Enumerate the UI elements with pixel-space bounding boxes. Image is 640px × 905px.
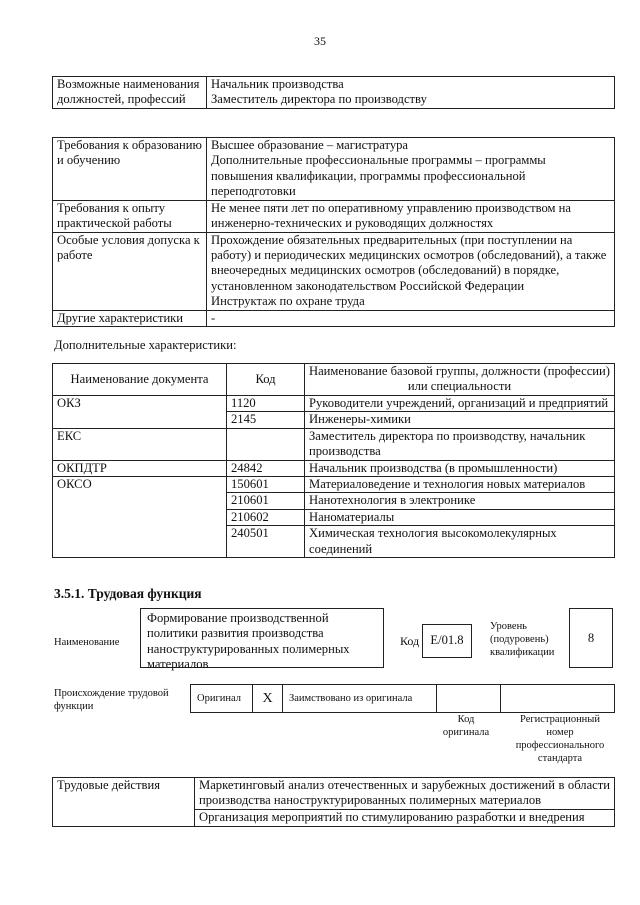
job-titles-label: Возможные наименования должностей, профессий: [53, 77, 207, 109]
table-row: [53, 396, 615, 412]
origin-code-cell: [437, 685, 501, 713]
requirement-label: Требования к опыту практической работы: [53, 200, 207, 232]
requirement-value: Не менее пяти лет по оперативному управлению производством на инженерно-технических и руководящих должностях: [207, 200, 615, 232]
name-cell: Химическая технология высокомолекулярных соединений: [305, 526, 615, 558]
name-cell: Инженеры-химики: [305, 412, 615, 428]
requirement-value: [207, 232, 615, 310]
requirement-line: Дополнительные профессиональные программы – программы повышения квалификации, программы профессиональной переподготовки: [211, 153, 546, 199]
labor-actions-label: Трудовые действия: [53, 778, 195, 827]
table-row: [53, 310, 615, 326]
table-row: [53, 138, 615, 201]
table-header-row: [53, 364, 615, 396]
function-name-box: Формирование производственной политики развития производства наноструктурированных полимерных материалов: [140, 608, 384, 668]
code-cell: 150601: [227, 477, 305, 493]
name-cell: Наноматериалы: [305, 509, 615, 525]
additional-table: [52, 363, 615, 558]
requirement-line: Инструктаж по охране труда: [211, 294, 365, 309]
table-row: [53, 460, 615, 476]
header-code: Код: [227, 364, 305, 396]
job-titles-values: [207, 77, 615, 109]
registration-number-cell: [501, 685, 615, 713]
name-cell: Нанотехнология в электронике: [305, 493, 615, 509]
labor-actions-table: [52, 777, 615, 827]
header-document: Наименование документа: [53, 364, 227, 396]
table-row: [53, 477, 615, 493]
requirement-line: Высшее образование – магистратура: [211, 138, 409, 152]
section-title: 3.5.1. Трудовая функция: [54, 586, 202, 601]
registration-caption: Регистрационный номер профессионального стандарта: [515, 714, 605, 764]
code-cell: 24842: [227, 460, 305, 476]
code-cell: 240501: [227, 526, 305, 558]
name-cell: Заместитель директора по производству, начальник производства: [305, 428, 615, 460]
labor-action: Маркетинговый анализ отечественных и зарубежных достижений в области производства наноструктурированных полимерных материалов: [195, 778, 615, 810]
origin-label: Происхождение трудовой функции: [54, 688, 169, 712]
code-cell: 210601: [227, 493, 305, 509]
original-mark: X: [253, 685, 283, 713]
level-label: Уровень (подуровень) квалификации: [490, 621, 555, 658]
origin-code-caption: Код оригинала: [442, 714, 490, 738]
doc-cell: ОКЗ: [53, 396, 227, 429]
table-row: [53, 200, 615, 232]
requirement-value: [207, 138, 615, 201]
code-cell: [227, 428, 305, 460]
code-cell: 2145: [227, 412, 305, 428]
name-cell: Руководители учреждений, организаций и предприятий: [305, 396, 615, 412]
header-group: Наименование базовой группы, должности (профессии) или специальности: [305, 364, 615, 396]
function-name-label: Наименование: [54, 637, 120, 648]
doc-cell: ЕКС: [53, 428, 227, 460]
page-number: 35: [314, 34, 326, 48]
function-code-box: E/01.8: [422, 624, 472, 658]
origin-table: [190, 684, 615, 713]
function-code-label: Код: [400, 634, 420, 648]
job-titles-table: [52, 76, 615, 109]
table-row: [53, 77, 615, 109]
requirement-value: -: [207, 310, 615, 326]
requirement-label: Другие характеристики: [53, 310, 207, 326]
original-label: Оригинал: [191, 685, 253, 713]
code-cell: 1120: [227, 396, 305, 412]
doc-cell: ОКСО: [53, 477, 227, 558]
code-cell: 210602: [227, 509, 305, 525]
requirement-label: Особые условия допуска к работе: [53, 232, 207, 310]
doc-cell: ОКПДТР: [53, 460, 227, 476]
labor-action: Организация мероприятий по стимулированию разработки и внедрения: [195, 809, 615, 826]
requirement-line: Прохождение обязательных предварительных (при поступлении на работу) и периодических медицинских осмотров (обследований), а также внеочередных медицинских осмотров (обследований) в порядке, установленном законодательством Российской Федерации: [211, 232, 607, 293]
job-title: Заместитель директора по производству: [211, 92, 427, 107]
table-row: [53, 428, 615, 460]
name-cell: Материаловедение и технология новых материалов: [305, 477, 615, 493]
table-row: [53, 778, 615, 810]
additional-heading: Дополнительные характеристики:: [54, 338, 237, 352]
table-row: [191, 685, 615, 713]
borrowed-label: Заимствовано из оригинала: [283, 685, 437, 713]
requirement-label: Требования к образованию и обучению: [53, 138, 207, 201]
level-box: 8: [569, 608, 613, 668]
table-row: [53, 232, 615, 310]
name-cell: Начальник производства (в промышленности): [305, 460, 615, 476]
job-title: Начальник производства: [211, 77, 344, 91]
requirements-table: [52, 137, 615, 327]
